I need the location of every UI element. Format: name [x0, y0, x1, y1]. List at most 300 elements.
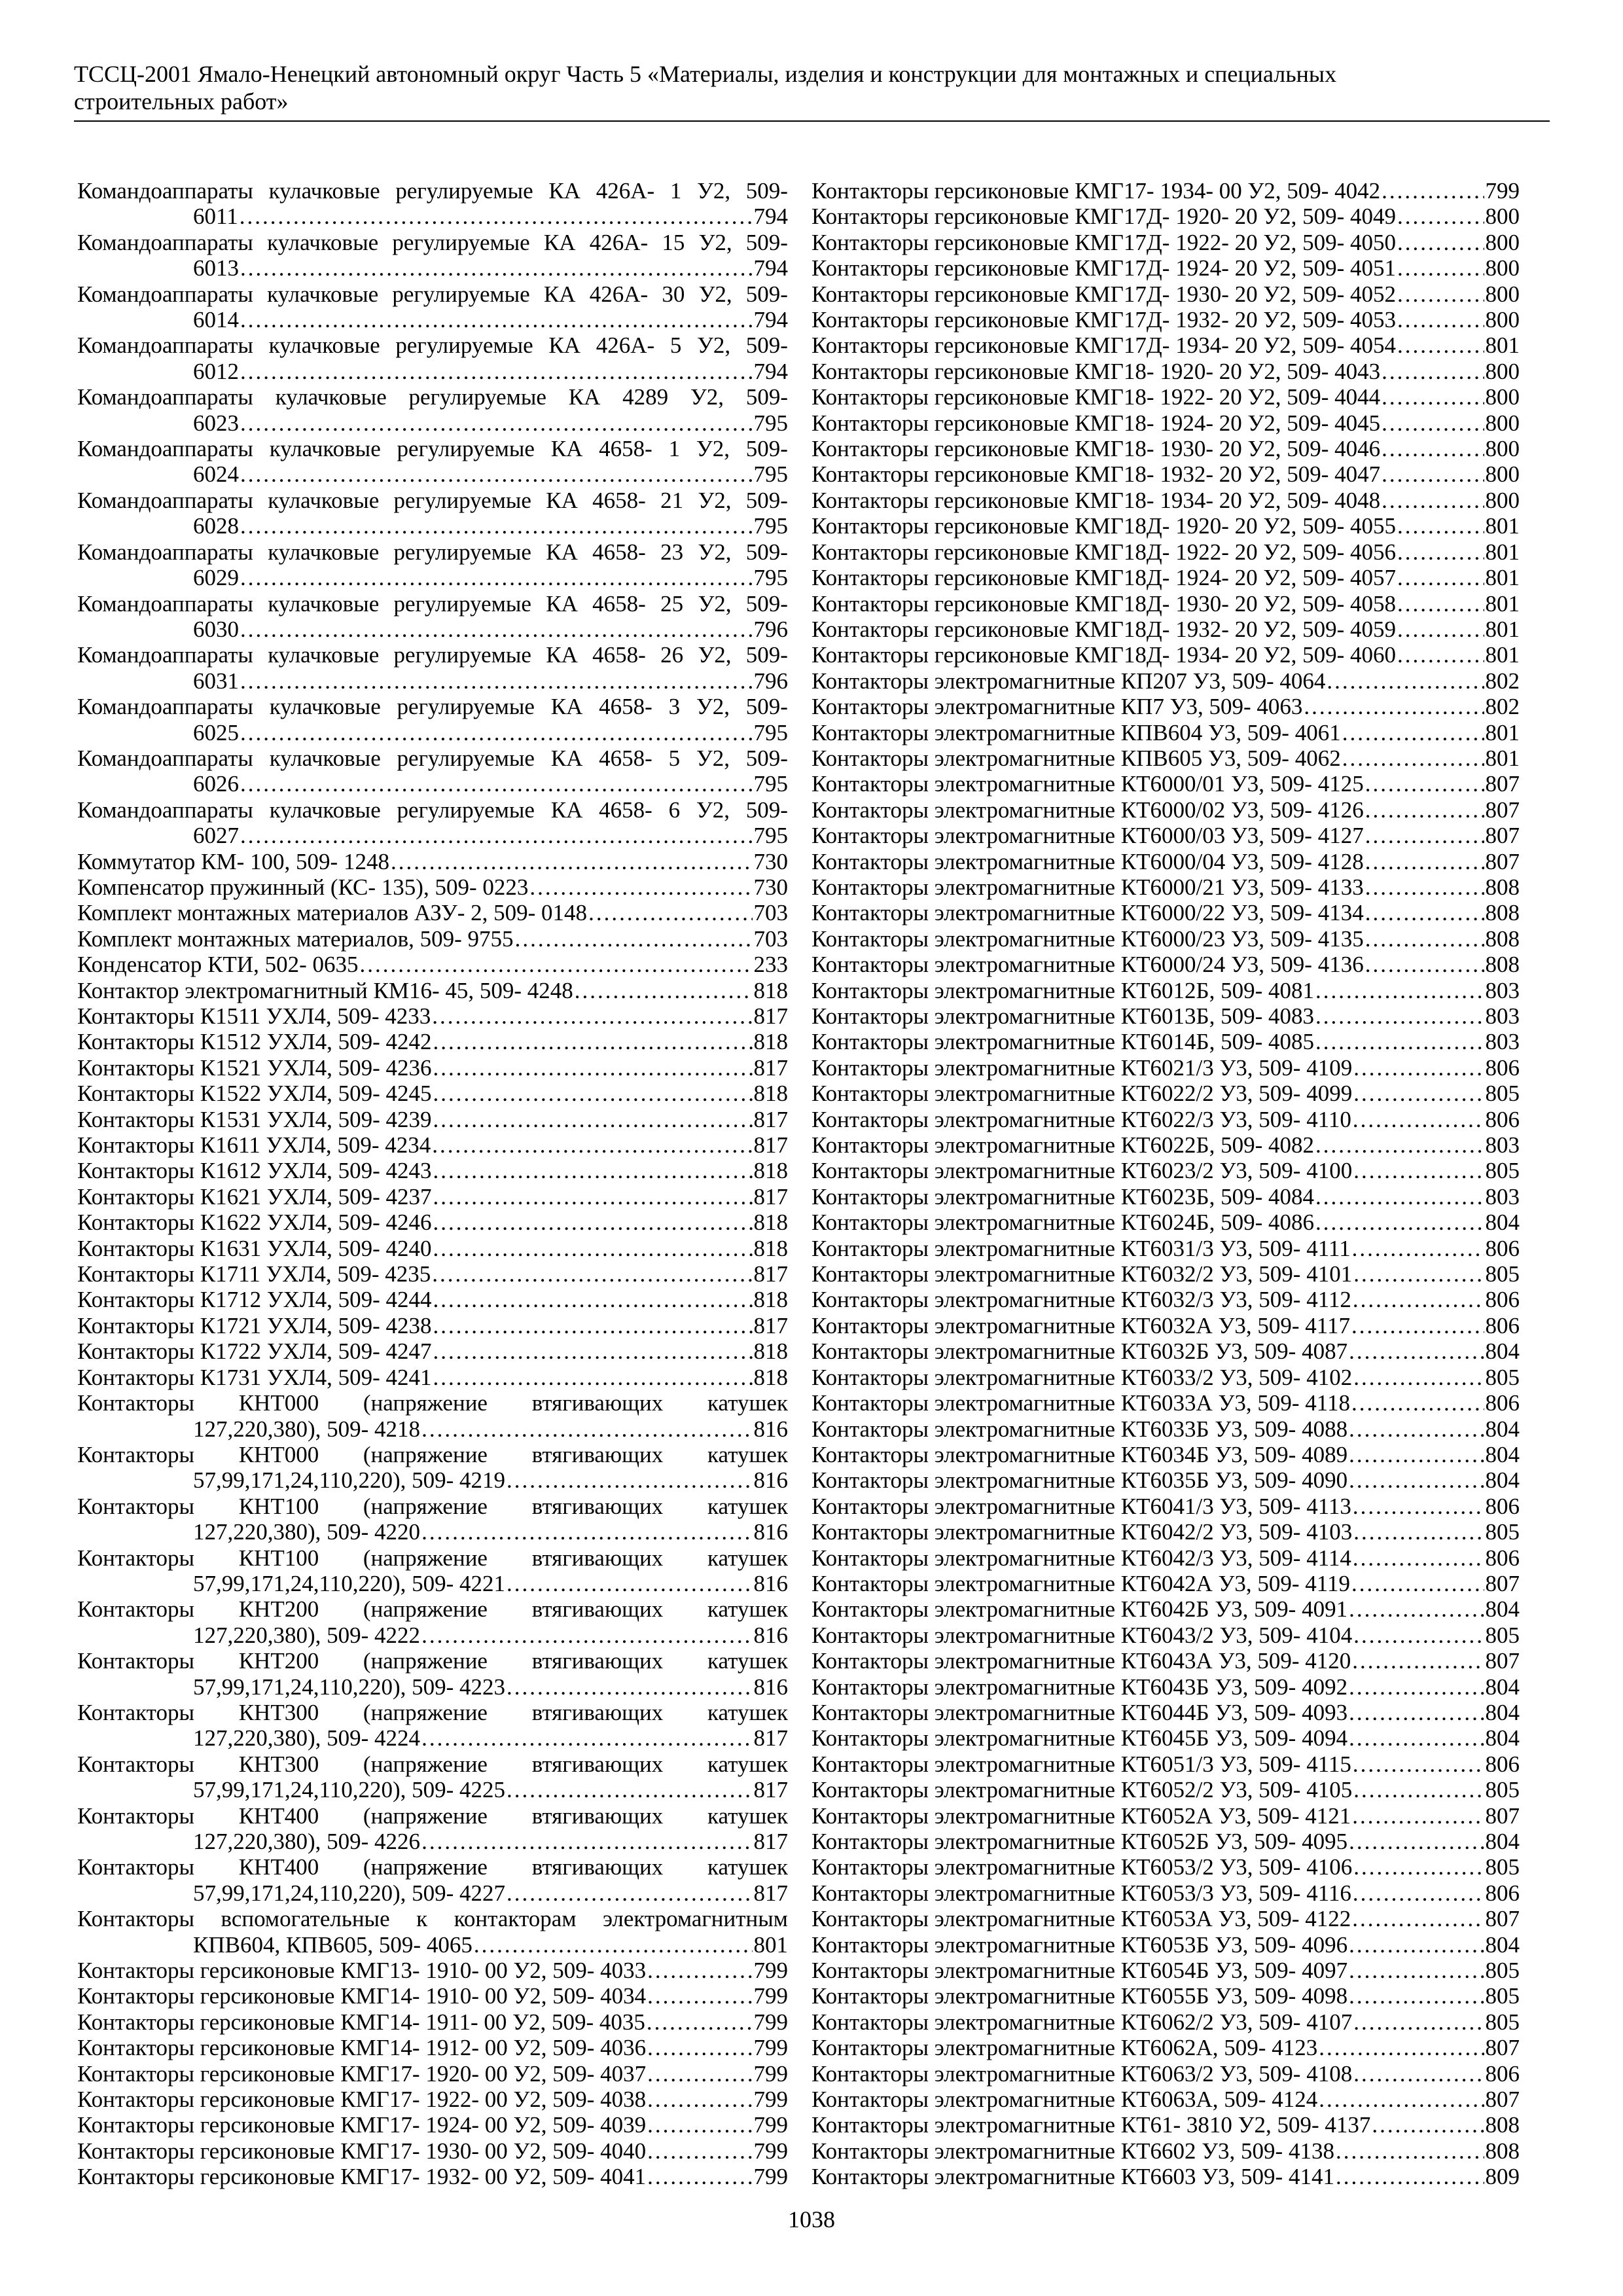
index-entry	[812, 178, 1520, 204]
index-entry-line	[812, 900, 1520, 925]
index-entry-word: 509-	[745, 332, 788, 359]
index-entry-word: КА	[543, 229, 576, 255]
index-page-ref: 804	[1485, 1441, 1520, 1467]
dot-leader	[433, 1107, 753, 1132]
index-entry	[812, 797, 1520, 823]
index-entry-line	[77, 230, 788, 255]
index-page-ref: 799	[753, 2009, 788, 2035]
index-entry-text: Контакторы электромагнитные КТ6000/02 У3, 509- 4126	[812, 797, 1364, 823]
dot-leader	[1319, 2035, 1484, 2060]
index-entry-text: Контакторы К1531 УХЛ4, 509- 4239	[77, 1106, 432, 1132]
index-entry-line	[77, 255, 788, 281]
index-entry-line	[77, 1803, 788, 1829]
index-page-ref: 805	[1485, 1622, 1520, 1648]
index-entry-word: 4658-	[592, 539, 646, 565]
index-page-ref: 801	[1485, 642, 1520, 668]
index-entry-line	[77, 2087, 788, 2112]
index-entry-text: Контакторы герсиконовые КМГ18Д- 1922- 20 У2, 509- 4056	[812, 539, 1397, 565]
index-entry	[77, 926, 788, 952]
dot-leader	[1349, 1674, 1484, 1700]
index-page-ref: 795	[753, 461, 788, 488]
index-entry-text-continued: 57,99,171,24,110,220), 509- 4225	[193, 1777, 506, 1803]
index-entry-text: Контакторы электромагнитные КТ6023/2 У3, 509- 4100	[812, 1158, 1353, 1184]
index-entry	[812, 565, 1520, 590]
index-entry-text: Контакторы электромагнитные КТ6032/2 У3, 509- 4101	[812, 1261, 1353, 1287]
index-entry	[77, 1055, 788, 1081]
index-page-ref: 806	[1485, 2060, 1520, 2087]
index-entry-word: Контакторы	[77, 1648, 194, 1674]
index-entry	[812, 436, 1520, 461]
index-page-ref: 800	[1485, 229, 1520, 255]
index-page-ref: 806	[1485, 1235, 1520, 1261]
index-page-ref: 804	[1485, 1674, 1520, 1700]
index-entry-text: Контакторы электромагнитные КТ6023Б, 509- 4084	[812, 1183, 1315, 1210]
index-entry	[77, 1210, 788, 1235]
index-entry	[812, 1132, 1520, 1158]
index-entry-text-continued: 6028	[193, 513, 239, 539]
index-entry-word: (напряжение	[363, 1390, 488, 1416]
index-entry-word: втягивающих	[531, 1545, 664, 1571]
index-entry-text: Контакторы электромагнитные КТ6035Б У3, 509- 4090	[812, 1467, 1348, 1494]
index-page-ref: 801	[1485, 745, 1520, 771]
index-entry-line	[77, 1210, 788, 1235]
index-page-ref: 816	[753, 1519, 788, 1545]
index-entry-word: катушек	[707, 1803, 788, 1829]
dot-leader	[1365, 823, 1484, 848]
index-entry-text-continued: 57,99,171,24,110,220), 509- 4221	[193, 1570, 506, 1596]
index-page-ref: 806	[1485, 1880, 1520, 1906]
dot-leader	[507, 1674, 752, 1700]
index-entry-text: Контакторы электромагнитные КТ6000/01 У3, 509- 4125	[812, 771, 1364, 797]
index-entry	[812, 1210, 1520, 1235]
index-entry-line	[77, 1519, 788, 1545]
index-entry-word: КА	[546, 487, 578, 513]
index-entry-text-continued: 57,99,171,24,110,220), 509- 4223	[193, 1674, 506, 1700]
dot-leader	[1353, 1081, 1484, 1106]
index-entry-word: 509-	[745, 487, 788, 513]
index-entry	[77, 2087, 788, 2112]
index-entry-word: Командоаппараты	[77, 178, 253, 204]
index-entry-word: У2,	[696, 745, 730, 771]
index-entry-text: Контакторы электромагнитные КТ6042Б У3, 509- 4091	[812, 1596, 1348, 1623]
index-entry-word: У2,	[698, 539, 732, 565]
dot-leader	[360, 952, 753, 977]
index-entry-line	[812, 1081, 1520, 1106]
index-entry-word: КНТ200	[238, 1648, 319, 1674]
index-entry	[812, 2061, 1520, 2087]
index-entry-line	[77, 1494, 788, 1519]
dot-leader	[1342, 720, 1484, 745]
index-entry	[77, 1132, 788, 1158]
index-entry-text: Контакторы герсиконовые КМГ18- 1922- 20 У2, 509- 4044	[812, 384, 1381, 410]
index-entry-text: Контакторы электромагнитные КТ61- 3810 У2, 509- 4137	[812, 2112, 1371, 2138]
index-page-ref: 801	[753, 1931, 788, 1958]
index-entry-word: 509-	[745, 590, 788, 617]
index-entry-line	[77, 178, 788, 204]
index-page-ref: 795	[753, 771, 788, 797]
index-entry-word: регулируемые	[392, 229, 530, 255]
dot-leader	[1397, 281, 1484, 307]
index-entry-text: Контакторы герсиконовые КМГ17Д- 1920- 20 У2, 509- 4049	[812, 204, 1397, 230]
index-page-ref: 804	[1485, 1416, 1520, 1442]
index-entry	[812, 1545, 1520, 1571]
index-entry-text: Контакторы электромагнитные КТ6024Б, 509- 4086	[812, 1210, 1315, 1236]
index-page-ref: 817	[753, 1725, 788, 1751]
index-entry-word: втягивающих	[531, 1596, 664, 1623]
index-entry-line	[77, 1055, 788, 1081]
index-page-ref: 818	[753, 1364, 788, 1390]
index-entry-line	[812, 359, 1520, 384]
index-entry-word: к	[416, 1906, 428, 1932]
index-entry-text: Контакторы электромагнитные КТ6000/21 У3, 509- 4133	[812, 874, 1364, 900]
dot-leader	[1353, 1854, 1484, 1880]
dot-leader	[1353, 1545, 1484, 1571]
index-entry-word: У2,	[698, 590, 732, 617]
index-entry-word: Контакторы	[77, 1699, 194, 1725]
index-entry-line	[812, 2035, 1520, 2060]
index-entry-word: регулируемые	[393, 487, 531, 513]
dot-leader	[1304, 694, 1484, 719]
index-page-ref: 817	[753, 1829, 788, 1854]
index-entry-line	[77, 1906, 788, 1931]
index-entry-word: 26	[660, 642, 684, 668]
index-entry-line	[812, 436, 1520, 461]
index-entry	[77, 281, 788, 333]
index-entry-word: 509-	[745, 178, 788, 204]
index-entry-word: Командоаппараты	[77, 384, 253, 410]
index-entry-line	[77, 359, 788, 384]
dot-leader	[1353, 1158, 1484, 1183]
index-entry-word: втягивающих	[531, 1699, 664, 1725]
index-entry-word: 426А-	[596, 332, 655, 359]
index-entry-text: Комплект монтажных материалов АЗУ- 2, 509- 0148	[77, 900, 588, 926]
dot-leader	[1397, 332, 1484, 358]
index-entry-text: Контакторы электромагнитные КТ6032/3 У3, 509- 4112	[812, 1287, 1351, 1313]
index-entry-text: Контакторы К1721 УХЛ4, 509- 4238	[77, 1312, 432, 1338]
index-page-ref: 807	[1485, 1906, 1520, 1932]
index-entry-text: Контакторы электромагнитные КТ6053А У3, 509- 4122	[812, 1906, 1351, 1932]
index-entry	[812, 1958, 1520, 1983]
index-entry-line	[77, 1003, 788, 1029]
index-entry-text: Контакторы электромагнитные КТ6022/3 У3, 509- 4110	[812, 1106, 1351, 1132]
index-entry-word: (напряжение	[363, 1493, 488, 1519]
index-entry-word: КА	[550, 797, 583, 823]
index-page-ref: 800	[1485, 410, 1520, 436]
index-entry-line	[812, 1055, 1520, 1081]
index-entry-line	[812, 1983, 1520, 2009]
index-entry-line	[77, 1880, 788, 1906]
index-entry-line	[812, 1571, 1520, 1596]
index-entry	[812, 1055, 1520, 1081]
index-entry-text: Контакторы герсиконовые КМГ18- 1934- 20 У2, 509- 4048	[812, 487, 1381, 513]
index-entry-line	[77, 2035, 788, 2060]
index-entry	[812, 1416, 1520, 1442]
index-entry	[812, 1777, 1520, 1803]
index-entry-line	[77, 1932, 788, 1958]
index-page-ref: 805	[1485, 1364, 1520, 1390]
index-entry-word: У2,	[698, 487, 732, 513]
index-page-ref: 805	[1485, 2009, 1520, 2035]
dot-leader	[647, 2087, 752, 2112]
index-entry-word: втягивающих	[531, 1648, 664, 1674]
index-entry	[812, 771, 1520, 797]
index-entry-text: Контакторы электромагнитные КТ6055Б У3, 509- 4098	[812, 1983, 1348, 2009]
index-entry	[812, 513, 1520, 539]
index-entry	[812, 1287, 1520, 1312]
index-entry-line	[77, 849, 788, 874]
index-entry-line	[812, 1029, 1520, 1054]
index-entry-word: (напряжение	[363, 1854, 488, 1880]
index-page-ref: 805	[1485, 1261, 1520, 1287]
dot-leader	[474, 1932, 753, 1958]
dot-leader	[1327, 668, 1484, 694]
index-entry	[77, 2009, 788, 2035]
index-entry-word: КНТ100	[238, 1545, 319, 1571]
dot-leader	[433, 1029, 753, 1054]
index-entry-word: электромагнитным	[603, 1906, 788, 1932]
dot-leader	[1351, 1313, 1484, 1338]
index-entry-word: КНТ300	[238, 1699, 319, 1725]
dot-leader	[1349, 1983, 1484, 2009]
index-entry	[77, 1158, 788, 1183]
index-entry	[77, 1983, 788, 2009]
index-entry-word: (напряжение	[363, 1699, 488, 1725]
index-entry	[77, 2138, 788, 2164]
dot-leader	[433, 1184, 753, 1210]
index-page-ref: 817	[753, 1777, 788, 1803]
index-entry-line	[812, 1158, 1520, 1183]
dot-leader	[1349, 1596, 1484, 1622]
index-entry-word: У2,	[696, 694, 730, 720]
index-entry-word: 30	[662, 281, 685, 307]
index-entry-word: КНТ300	[238, 1751, 319, 1777]
index-page-ref: 799	[753, 2060, 788, 2087]
index-entry	[77, 1958, 788, 1983]
index-entry-line	[812, 797, 1520, 823]
index-entry-text: Контакторы электромагнитные КТ6013Б, 509- 4083	[812, 1003, 1315, 1029]
index-entry	[77, 436, 788, 488]
index-entry-line	[812, 332, 1520, 358]
dot-leader	[1336, 2138, 1484, 2164]
index-page-ref: 730	[753, 848, 788, 874]
index-entry	[77, 1107, 788, 1132]
index-entry-text: Контакторы К1611 УХЛ4, 509- 4234	[77, 1132, 431, 1158]
index-entry	[812, 1365, 1520, 1390]
index-entry-word: КНТ400	[238, 1854, 319, 1880]
index-entry-word: (напряжение	[363, 1545, 488, 1571]
index-entry-text: Контакторы электромагнитные КТ6034Б У3, 509- 4089	[812, 1441, 1348, 1467]
dot-leader	[1397, 204, 1484, 229]
index-page-ref: 807	[1485, 2035, 1520, 2061]
index-entry	[812, 1829, 1520, 1854]
index-entry-text: Контакторы герсиконовые КМГ18Д- 1924- 20 У2, 509- 4057	[812, 565, 1397, 591]
index-page-ref: 794	[753, 204, 788, 230]
index-entry-line	[77, 410, 788, 436]
index-page-ref: 799	[753, 1958, 788, 1984]
index-entry-word: регулируемые	[397, 745, 535, 771]
index-entry-line	[77, 1107, 788, 1132]
header-line-1: ТССЦ-2001 Ямало-Ненецкий автономный округ Часть 5 «Материалы, изделия и конструкции для монтажных и специальных	[74, 61, 1337, 87]
dot-leader	[507, 1571, 752, 1596]
index-entry-line	[812, 617, 1520, 642]
index-entry-line	[812, 307, 1520, 332]
index-entry-line	[77, 2061, 788, 2087]
index-page-ref: 806	[1485, 1390, 1520, 1416]
index-entry-text: Контакторы К1621 УХЛ4, 509- 4237	[77, 1183, 432, 1210]
index-entry	[812, 1596, 1520, 1622]
index-page-ref: 817	[753, 1132, 788, 1158]
index-entry-line	[77, 1674, 788, 1700]
index-entry	[77, 1365, 788, 1390]
index-entry-text: Контакторы электромагнитные КТ6000/22 У3, 509- 4134	[812, 900, 1364, 926]
index-entry-text: Контакторы герсиконовые КМГ13- 1910- 00 У2, 509- 4033	[77, 1958, 647, 1984]
index-entry-word: Контакторы	[77, 1441, 194, 1467]
index-entry-line	[77, 384, 788, 410]
index-entry	[812, 204, 1520, 229]
index-entry	[812, 2087, 1520, 2112]
index-entry-text: Контакторы электромагнитные КП207 У3, 509- 4064	[812, 668, 1326, 694]
index-entry-line	[812, 2087, 1520, 2112]
index-entry-word: 3	[668, 694, 681, 720]
index-entry-line	[812, 1365, 1520, 1390]
index-page-ref: 804	[1485, 1931, 1520, 1958]
dot-leader	[1349, 1467, 1484, 1493]
index-page-ref: 800	[1485, 436, 1520, 462]
index-entry-text: Контакторы К1722 УХЛ4, 509- 4247	[77, 1338, 432, 1365]
index-page-ref: 806	[1485, 1287, 1520, 1313]
index-page-ref: 806	[1485, 1106, 1520, 1132]
index-entry-line	[812, 1700, 1520, 1725]
index-page-ref: 795	[753, 823, 788, 849]
index-entry-word: 6	[668, 797, 681, 823]
index-page-ref: 795	[753, 410, 788, 436]
dot-leader	[1336, 2164, 1484, 2189]
dot-leader	[1365, 797, 1484, 823]
index-entry-line	[812, 1751, 1520, 1777]
index-entry	[77, 2164, 788, 2189]
index-entry-line	[812, 1313, 1520, 1338]
index-entry-word: катушек	[707, 1596, 788, 1623]
dot-leader	[1382, 436, 1484, 461]
index-entry-line	[77, 488, 788, 513]
dot-leader	[575, 978, 753, 1003]
dot-leader	[1365, 849, 1484, 874]
index-page-ref: 808	[1485, 952, 1520, 978]
index-entry-line	[812, 591, 1520, 617]
dot-leader	[1365, 874, 1484, 900]
index-entry-line	[812, 1958, 1520, 1983]
dot-leader	[1315, 1210, 1484, 1235]
index-entry-line	[812, 1932, 1520, 1958]
dot-leader	[1352, 1648, 1484, 1674]
index-entry-line	[812, 1287, 1520, 1312]
index-entry-line	[812, 1338, 1520, 1364]
index-entry-text: Контакторы электромагнитные КТ6045Б У3, 509- 4094	[812, 1725, 1348, 1751]
index-entry-line	[77, 1261, 788, 1287]
index-page-ref: 818	[753, 1287, 788, 1313]
index-entry-line	[812, 1184, 1520, 1210]
dot-leader	[1352, 1803, 1484, 1829]
index-entry-line	[812, 1829, 1520, 1854]
dot-leader	[391, 849, 753, 874]
index-entry-line	[812, 1596, 1520, 1622]
index-entry	[77, 1236, 788, 1261]
index-entry-word: Контакторы	[77, 1390, 194, 1416]
index-entry-text-continued: 6014	[193, 307, 239, 333]
index-entry-word: КА	[568, 384, 601, 410]
index-entry-word: кулачковые	[268, 487, 380, 513]
index-entry-line	[812, 1236, 1520, 1261]
index-page-ref: 816	[753, 1416, 788, 1442]
index-entry-text-continued: 57,99,171,24,110,220), 509- 4227	[193, 1880, 506, 1906]
index-entry-line	[77, 1829, 788, 1854]
index-entry	[812, 1803, 1520, 1829]
index-entry-word: КНТ000	[238, 1441, 319, 1467]
dot-leader	[1349, 1442, 1484, 1467]
index-entry-text: Контактор электромагнитный КМ16- 45, 509- 4248	[77, 977, 573, 1003]
index-entry-line	[812, 255, 1520, 281]
index-entry-line	[812, 1623, 1520, 1648]
dot-leader	[240, 823, 753, 848]
index-entry	[77, 1906, 788, 1958]
dot-leader	[1382, 488, 1484, 513]
index-page-ref: 817	[753, 1106, 788, 1132]
dot-leader	[647, 2035, 752, 2060]
index-entry	[812, 255, 1520, 281]
index-entry-text: Контакторы герсиконовые КМГ18- 1930- 20 У2, 509- 4046	[812, 436, 1381, 462]
index-entry	[812, 1880, 1520, 1906]
index-entry-word: регулируемые	[397, 694, 535, 720]
index-entry-word: кулачковые	[269, 694, 381, 720]
index-page-ref: 806	[1485, 1312, 1520, 1338]
index-entry-line	[812, 952, 1520, 977]
index-page-ref: 800	[1485, 281, 1520, 307]
index-entry-text: Контакторы электромагнитные КТ6052/2 У3, 509- 4105	[812, 1777, 1353, 1803]
index-entry-word: 509-	[745, 797, 788, 823]
index-entry	[77, 1494, 788, 1545]
index-page-ref: 805	[1485, 1983, 1520, 2009]
index-entry-word: КНТ400	[238, 1803, 319, 1829]
index-entry-word: У2,	[696, 797, 730, 823]
dot-leader	[1351, 1390, 1484, 1416]
index-entry-word: кулачковые	[267, 229, 379, 255]
index-page-ref: 804	[1485, 1467, 1520, 1494]
dot-leader	[432, 1003, 752, 1029]
dot-leader	[1353, 1365, 1484, 1390]
index-entry-line	[812, 849, 1520, 874]
index-entry-word: Контакторы	[77, 1906, 194, 1932]
index-page-ref: 817	[753, 1183, 788, 1210]
index-entry-line	[812, 1210, 1520, 1235]
index-entry-word: регулируемые	[393, 590, 531, 617]
index-entry	[812, 1236, 1520, 1261]
index-page-ref: 799	[753, 2035, 788, 2061]
dot-leader	[433, 1210, 753, 1235]
index-entry	[812, 849, 1520, 874]
index-entry-line	[812, 384, 1520, 410]
index-entry	[812, 1494, 1520, 1519]
dot-leader	[1397, 642, 1484, 668]
index-entry-word: регулируемые	[393, 642, 531, 668]
index-entry-word: 426А-	[589, 229, 649, 255]
index-entry	[812, 823, 1520, 848]
index-entry-text: Комплект монтажных материалов, 509- 9755	[77, 925, 514, 952]
index-entry-word: (напряжение	[363, 1441, 488, 1467]
index-entry	[812, 332, 1520, 358]
dot-leader	[1397, 565, 1484, 590]
index-page-ref: 817	[753, 1054, 788, 1081]
dot-leader	[433, 1338, 753, 1364]
